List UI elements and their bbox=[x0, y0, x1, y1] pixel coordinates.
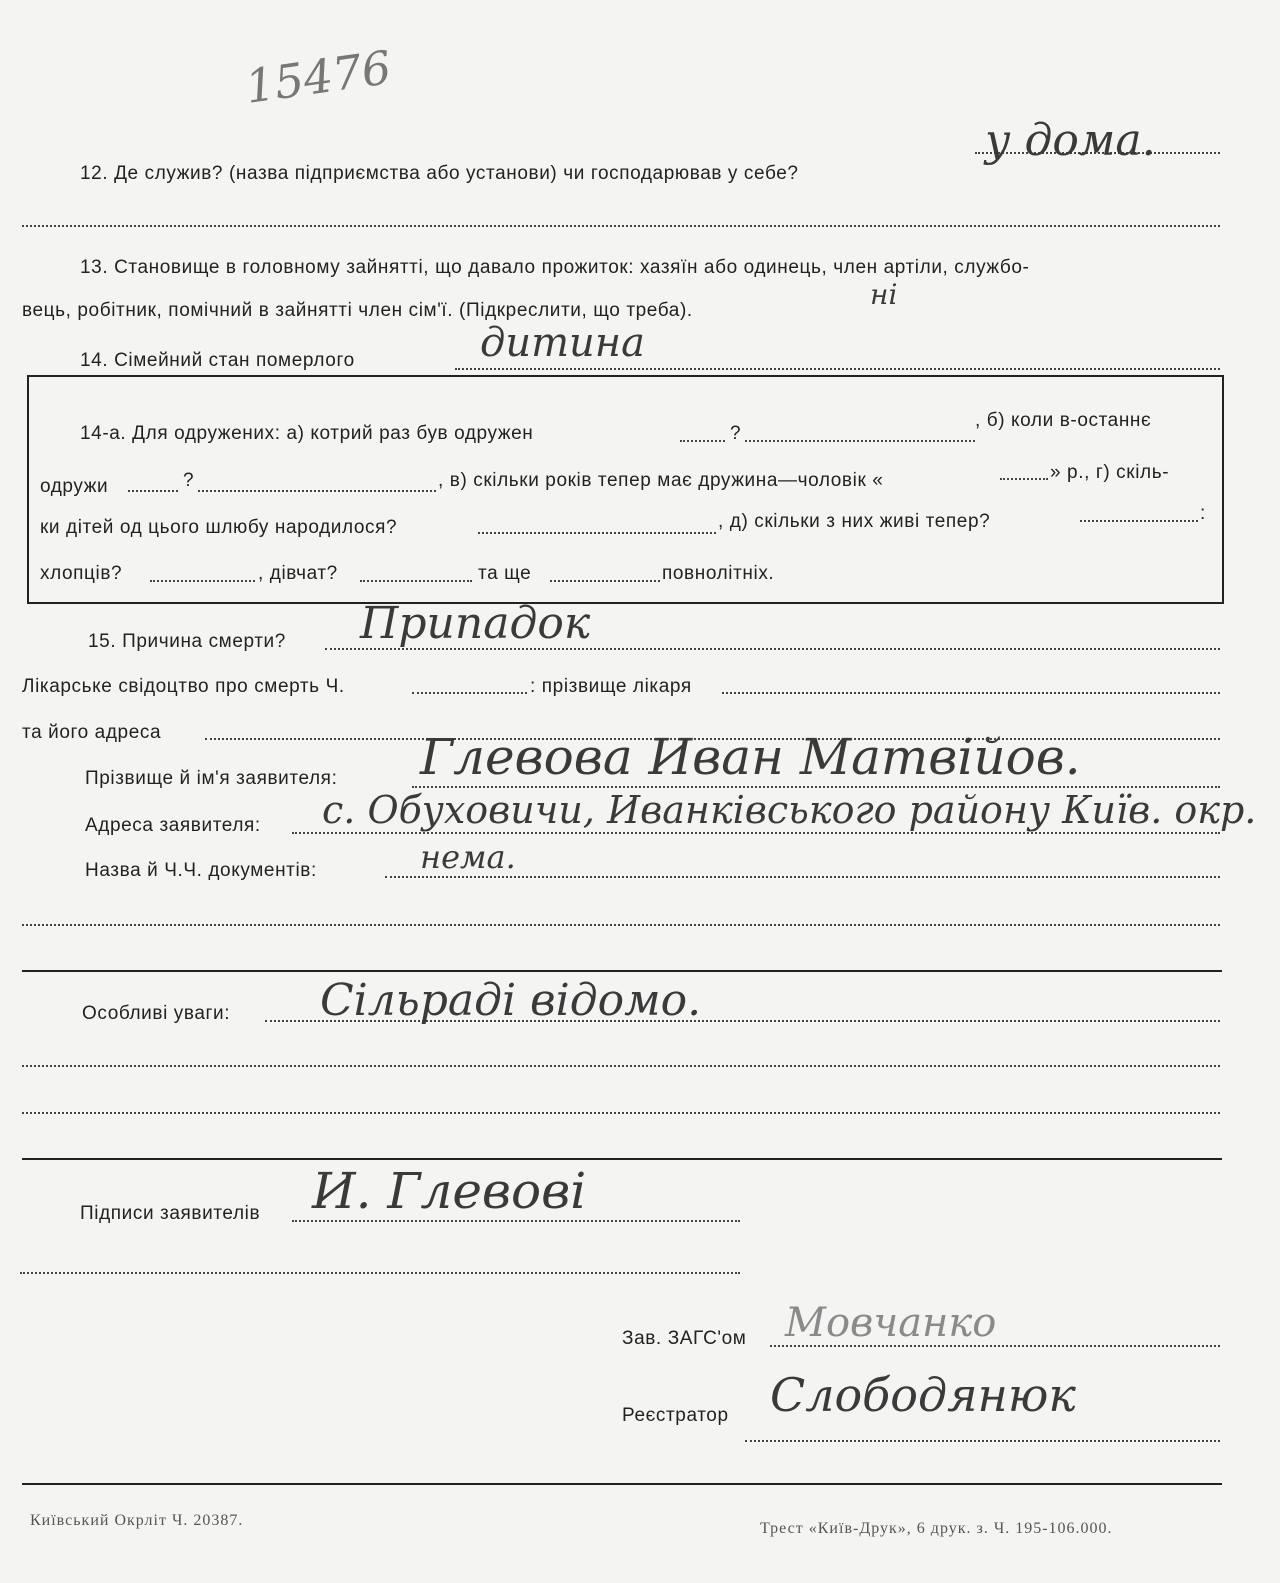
q12-answer: у дома. bbox=[985, 115, 1156, 166]
q14a-l2b: ? bbox=[183, 470, 195, 491]
q14a-l3b: , д) скільки з них живі тепер? bbox=[718, 511, 991, 532]
q14a-l1c: , б) коли в-останнє bbox=[975, 410, 1152, 431]
applicant-name-label: Прізвище й ім'я заявителя: bbox=[85, 768, 338, 789]
q13-line2: вець, робітник, помічний в зайнятті член сім'ї. (Підкреслити, що треба). bbox=[22, 300, 693, 321]
applicant-address: с. Обуховичи, Иванківського району Київ. окр. bbox=[322, 788, 1257, 832]
q14a-l2d: » р., г) скіль- bbox=[1050, 462, 1170, 483]
q14a-l1-dots1 bbox=[680, 440, 725, 442]
applicant-address-line bbox=[292, 832, 1220, 834]
signatures-label: Підписи заявителів bbox=[80, 1203, 261, 1224]
q12-line-2 bbox=[22, 225, 1220, 227]
zags-head-label: Зав. ЗАГС'ом bbox=[622, 1328, 747, 1349]
q13-line1: 13. Становище в головному зайнятті, що давало прожиток: хазяїн або одинець, член артіли, службо- bbox=[80, 257, 1030, 278]
q14a-l4a: хлопців? bbox=[40, 563, 123, 584]
certificate-number-line bbox=[412, 692, 527, 694]
q14a-l2a: одружи bbox=[40, 476, 109, 497]
q14a-l4c: та ще bbox=[478, 563, 532, 584]
q14a-l3-dots2 bbox=[1080, 520, 1198, 522]
signatures-line bbox=[292, 1220, 740, 1222]
doctor-address-label: та його адреса bbox=[22, 722, 162, 743]
notes-line-3 bbox=[22, 1112, 1220, 1114]
q14a-l4b: , дівчат? bbox=[258, 563, 338, 584]
q14-answer-line bbox=[455, 368, 1220, 370]
doctor-name-label: : прізвище лікаря bbox=[530, 676, 692, 697]
applicant-signature: И. Глевові bbox=[312, 1162, 587, 1220]
q14a-l2c: , в) скільки років тепер має дружина—чоловік « bbox=[438, 470, 884, 491]
separator-footer bbox=[22, 1483, 1222, 1485]
documents-label: Назва й Ч.Ч. документів: bbox=[85, 860, 317, 881]
documents-line bbox=[385, 876, 1220, 878]
archive-mark: 15476 bbox=[241, 40, 395, 114]
footer-right: Трест «Київ-Друк», 6 друк. з. Ч. 195-106.000. bbox=[760, 1520, 1113, 1537]
q14a-l4-dots2 bbox=[360, 580, 472, 582]
q14a-l1-dots2 bbox=[745, 440, 975, 442]
q14a-l3c: : bbox=[1200, 503, 1206, 524]
registrar-label: Реєстратор bbox=[622, 1405, 729, 1426]
q14-label: 14. Сімейний стан померлого bbox=[80, 350, 355, 371]
q14a-l2-dots2 bbox=[198, 490, 436, 492]
notes-label: Особливі уваги: bbox=[82, 1003, 231, 1024]
documents-line-2 bbox=[22, 924, 1220, 926]
q14a-l4-dots3 bbox=[550, 580, 660, 582]
signatures-line-2 bbox=[20, 1272, 740, 1274]
applicant-name: Глевова Иван Матвійов. bbox=[420, 728, 1081, 786]
q14a-l1b: ? bbox=[730, 423, 742, 444]
q14a-l1a: 14-а. Для одружених: а) котрий раз був одружен bbox=[80, 423, 534, 444]
registrar-line bbox=[745, 1440, 1220, 1442]
separator-2 bbox=[22, 1158, 1222, 1160]
doctor-name-line bbox=[722, 692, 1220, 694]
registrar-signature: Слободянюк bbox=[770, 1368, 1076, 1422]
q13-answer: ні bbox=[870, 278, 898, 311]
q14a-l4-dots1 bbox=[150, 580, 255, 582]
q14a-l2-dots1 bbox=[128, 490, 178, 492]
q14-answer: дитина bbox=[480, 320, 645, 366]
notes-line-2 bbox=[22, 1065, 1220, 1067]
documents-value: нема. bbox=[420, 838, 516, 876]
q15-answer: Припадок bbox=[360, 598, 591, 649]
notes-value: Сільраді відомо. bbox=[320, 975, 702, 1026]
footer-left: Київський Окрліт Ч. 20387. bbox=[30, 1512, 244, 1529]
separator-1 bbox=[22, 970, 1222, 972]
q12-label: 12. Де служив? (назва підприємства або установи) чи господарював у себе? bbox=[80, 163, 799, 184]
zags-head-signature: Мовчанко bbox=[785, 1300, 997, 1346]
applicant-address-label: Адреса заявителя: bbox=[85, 815, 261, 836]
q14a-l3-dots1 bbox=[478, 532, 716, 534]
q14a-l3a: ки дітей од цього шлюбу народилося? bbox=[40, 517, 398, 538]
certificate-label: Лікарське свідоцтво про смерть Ч. bbox=[22, 676, 345, 697]
q14a-l4d: повнолітніх. bbox=[662, 563, 775, 584]
q14a-l2-dots3 bbox=[1000, 478, 1048, 480]
q15-label: 15. Причина смерти? bbox=[88, 631, 286, 652]
